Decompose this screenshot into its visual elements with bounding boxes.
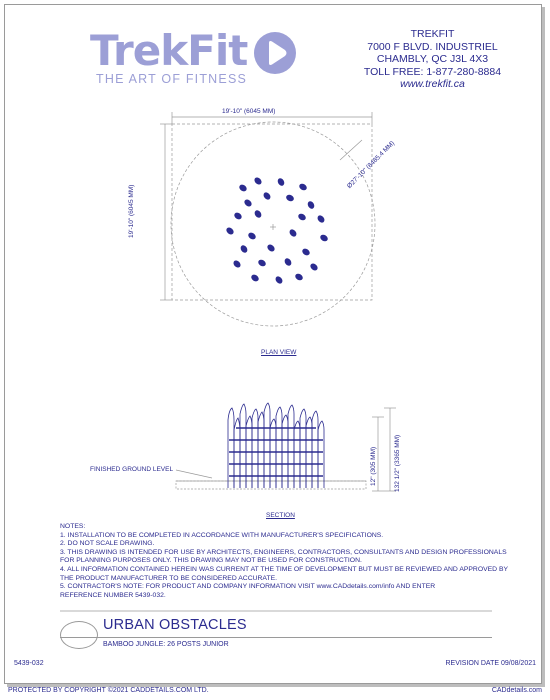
general-notes [60, 523, 509, 600]
note-line: 4. ALL INFORMATION CONTAINED HEREIN WAS CURRENT AT THE TIME OF DEVELOPMENT BUT MUST BE REVIEWED AND APPROVED BY [60, 565, 509, 573]
title-block-ellipse [60, 621, 98, 649]
title-block-divider [60, 637, 492, 638]
note-line: FOR PLANNING PURPOSES ONLY. THIS DRAWING MAY NOT BE USED FOR CONSTRUCTION. [60, 557, 362, 565]
company-phone: TOLL FREE: 1-877-280-8884 [363, 65, 502, 78]
note-line: REFERENCE NUMBER 5439-032. [60, 591, 166, 599]
logo-wordmark: TrekFit [90, 26, 248, 75]
company-address-line1: 7000 F BLVD. INDUSTRIEL [367, 40, 498, 53]
drawing-subtitle: BAMBOO JUNGLE: 26 POSTS JUNIOR [103, 641, 229, 648]
plan-width-dimension: 19'-10" (6045 MM) [222, 108, 276, 115]
section-embed-dimension: 12" (305 MM) [370, 446, 377, 486]
sheet-number: 5439-032 [14, 660, 44, 667]
logo-tagline: THE ART OF FITNESS [96, 72, 248, 86]
ground-label-leader [176, 470, 212, 478]
plan-height-dimension: 19'-10" (6045 MM) [128, 184, 135, 238]
drawing-title: URBAN OBSTACLES [103, 617, 247, 633]
plan-view-title: PLAN VIEW [261, 349, 297, 356]
plan-diameter-dimension: Ø27'-10" (8485.4 MM) [346, 139, 397, 190]
company-address-line2: CHAMBLY, QC J3L 4X3 [376, 53, 489, 65]
caddetails-brand-link[interactable]: CADdetails.com [491, 687, 542, 694]
finished-ground-level-label: FINISHED GROUND LEVEL [90, 466, 174, 473]
note-line: THE PRODUCT MANUFACTURER TO BE CONSIDERED ACCURATE. [60, 574, 278, 582]
note-line: 5. CONTRACTOR'S NOTE: FOR PRODUCT AND COMPANY INFORMATION VISIT www.CADdetails.com/info AND ENTER [60, 583, 436, 591]
plan-post-footprints [225, 176, 329, 285]
revision-date: REVISION DATE 09/08/2021 [445, 660, 536, 667]
section-height-dimension: 132 1/2" (3365 MM) [394, 434, 401, 492]
note-line: 2. DO NOT SCALE DRAWING. [60, 540, 155, 548]
company-website[interactable]: www.trekfit.ca [400, 78, 465, 90]
note-line: 1. INSTALLATION TO BE COMPLETED IN ACCORDANCE WITH MANUFACTURER'S SPECIFICATIONS. [60, 531, 384, 539]
copyright-notice: PROTECTED BY COPYRIGHT ©2021 CADDETAILS.COM LTD. [8, 687, 209, 694]
ground-strip [176, 481, 366, 489]
notes-heading: NOTES: [60, 523, 86, 530]
company-name: TREKFIT [410, 28, 455, 40]
note-line: 3. THIS DRAWING IS INTENDED FOR USE BY ARCHITECTS, ENGINEERS, CONTRACTORS, CONSULTANTS AND DESIGN PROFESSIONALS [60, 548, 507, 556]
section-view-title: SECTION [266, 512, 295, 519]
